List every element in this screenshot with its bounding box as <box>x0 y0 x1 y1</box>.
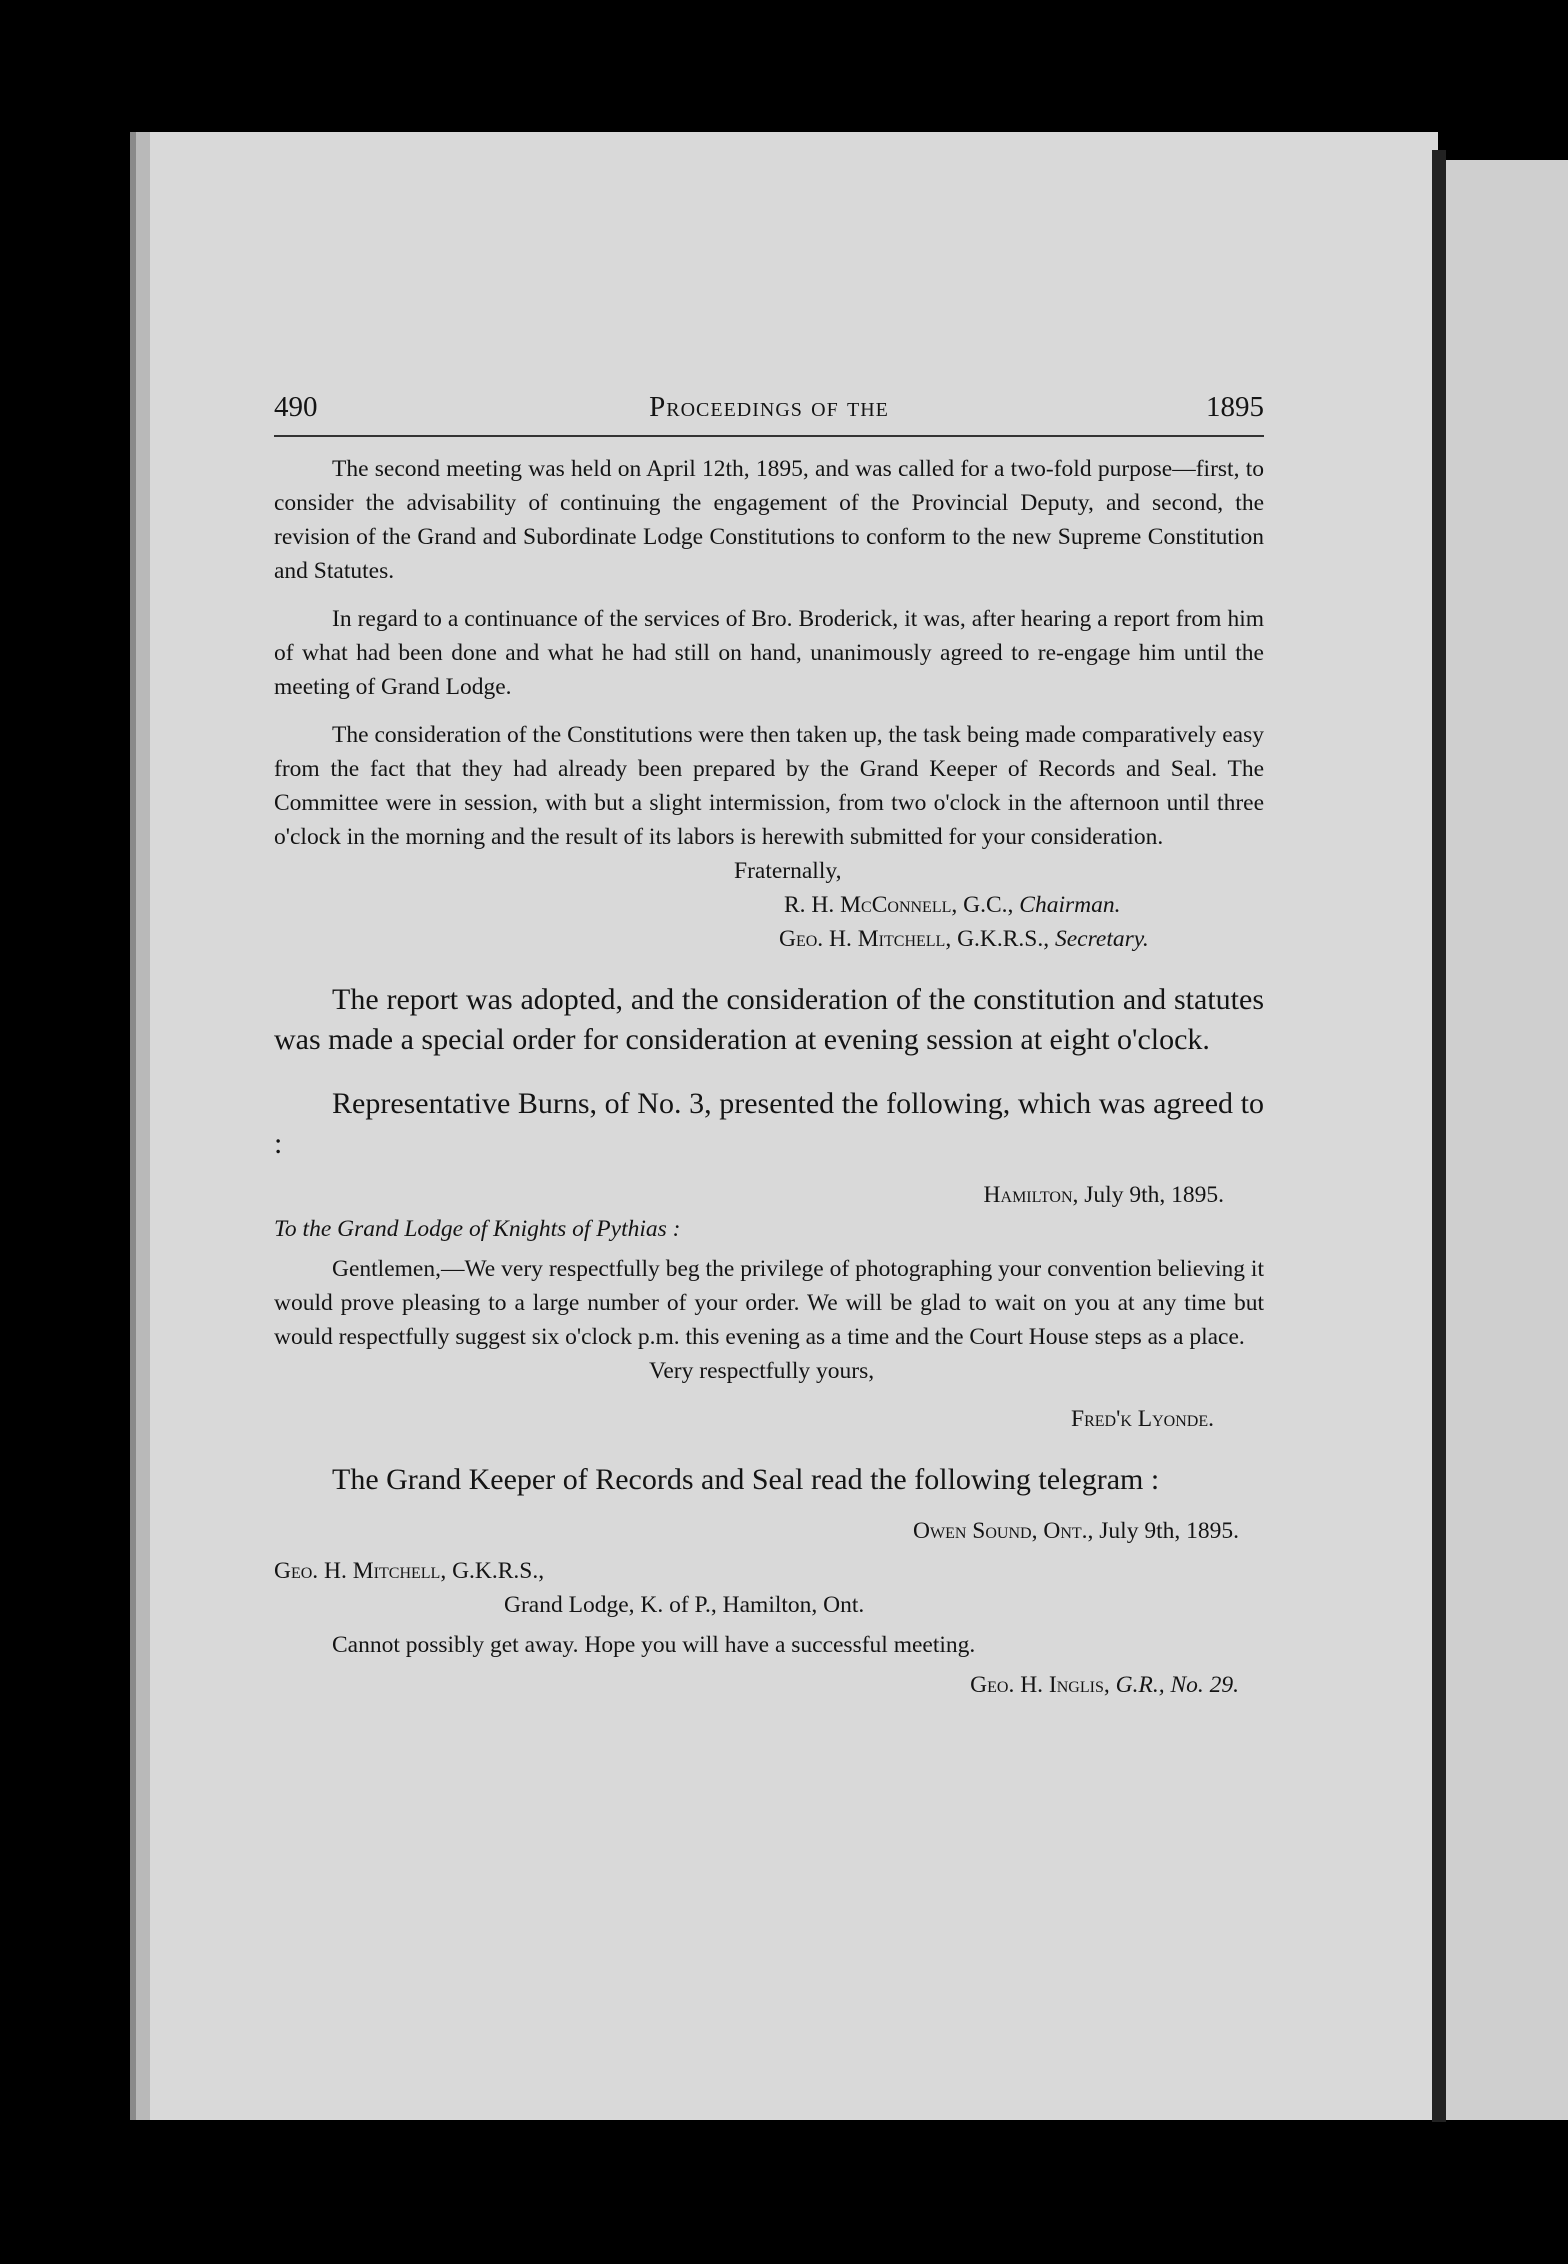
telegram-message: Cannot possibly get away. Hope you will have a successful meeting. <box>332 1632 976 1658</box>
page-body <box>274 452 1264 1702</box>
report-paragraph-1: The second meeting was held on April 12th, 1895, and was called for a two-fold purpose—first, to consider the advisability of continuing the engagement of the Provincial Deputy, and second, the revision of the Grand and Subordinate Lodge Constitutions to conform to the new Supreme Constitution and Statutes. <box>274 456 1264 584</box>
letter-place: Hamilton, <box>983 1182 1079 1208</box>
report-closing: Fraternally, <box>734 858 842 884</box>
letter-body: Gentlemen,—We very respectfully beg the privilege of photographing your convention believing it would prove pleasing to a large number of your order. We will be glad to wait on you at any time but would respectfully suggest six o'clock p.m. this evening as a time and the Court House steps as a place. <box>274 1256 1264 1350</box>
report-paragraph-2: In regard to a continuance of the services of Bro. Broderick, it was, after hearing a report from him of what had been done and what he had still on hand, unanimously agreed to re-engage him until the meeting of Grand Lodge. <box>274 606 1264 700</box>
telegram-dateline <box>274 1514 1264 1548</box>
signature-secretary <box>274 922 1264 956</box>
page-content <box>274 255 1264 1698</box>
running-year: 1895 <box>1206 391 1264 423</box>
letter-dateline <box>274 1178 1264 1212</box>
book-spine <box>1432 150 1446 2122</box>
telegram-sender-title: G.R., No. 29. <box>1115 1672 1239 1698</box>
running-title: Proceedings of the <box>649 391 889 423</box>
telegram-place: Owen Sound, Ont., <box>913 1518 1094 1544</box>
report-paragraph-3: The consideration of the Constitutions were then taken up, the task being made comparatively easy from the fact that they had already been prepared by the Grand Keeper of Records and Seal. The Committee were in session, with but a slight intermission, from two o'clock in the afternoon until three o'clock in the morning and the result of its labors is herewith submitted for your consideration. <box>274 722 1264 850</box>
chairman-name: R. H. McConnell, G.C., <box>784 892 1014 918</box>
running-head <box>274 385 1264 437</box>
telegram-address: Grand Lodge, K. of P., Hamilton, Ont. <box>504 1592 865 1618</box>
minutes-paragraph-3: The Grand Keeper of Records and Seal read the following telegram : <box>332 1463 1160 1496</box>
telegram-addressee: Geo. H. Mitchell, G.K.R.S., <box>274 1558 545 1584</box>
telegram-sender-name: Geo. H. Inglis, <box>970 1672 1110 1698</box>
secretary-role: Secretary. <box>1055 926 1149 952</box>
minutes-paragraph-1: The report was adopted, and the consideration of the constitution and statutes was made a special order for consideration at evening session at eight o'clock. <box>274 983 1264 1056</box>
page-number: 490 <box>274 391 318 423</box>
telegram-date: July 9th, 1895. <box>1099 1518 1239 1544</box>
telegram-sender <box>274 1668 1264 1702</box>
adjacent-page-edge <box>1446 160 1568 2120</box>
letter-closing: Very respectfully yours, <box>649 1358 875 1384</box>
signature-chairman <box>274 888 1264 922</box>
letter-signature: Fred'k Lyonde. <box>1071 1406 1214 1432</box>
letter-date: July 9th, 1895. <box>1084 1182 1224 1208</box>
secretary-name: Geo. H. Mitchell, G.K.R.S., <box>779 926 1050 952</box>
minutes-paragraph-2: Representative Burns, of No. 3, presented the following, which was agreed to : <box>274 1087 1264 1160</box>
chairman-role: Chairman. <box>1019 892 1121 918</box>
letter-salutation: To the Grand Lodge of Knights of Pythias : <box>274 1216 681 1242</box>
